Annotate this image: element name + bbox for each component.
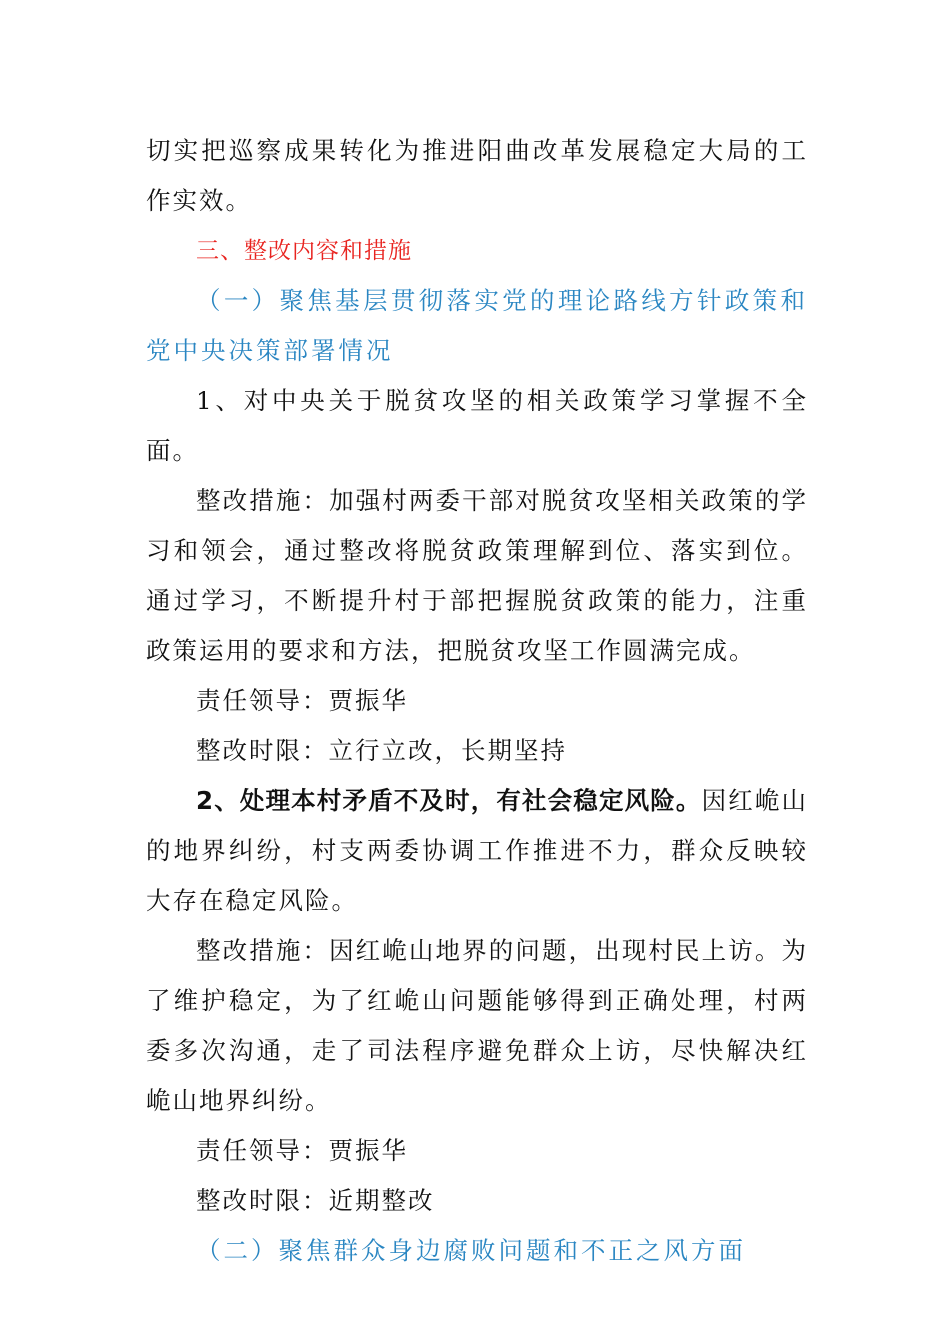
- paragraph-intro: 切实把巡察成果转化为推进阳曲改革发展稳定大局的工作实效。: [146, 136, 808, 215]
- subsection-heading-1: （一）聚焦基层贯彻落实党的理论路线方针政策和党中央决策部署情况: [146, 286, 808, 365]
- item-2-leader: 责任领导：贾振华: [196, 1136, 408, 1165]
- item-2-description: 因红峗山的地界纠纷，村支两委协调工作推进不力，群众反映较大存在稳定风险。: [146, 786, 809, 915]
- item-2-paragraph: [146, 776, 808, 926]
- item-2-deadline: 整改时限：近期整改: [196, 1186, 435, 1215]
- item-2-measure: 整改措施：因红峗山地界的问题，出现村民上访。为了维护稳定，为了红峗山问题能够得到正确处理，村两委多次沟通，走了司法程序避免群众上访，尽快解决红峗山地界纠纷。: [146, 936, 808, 1115]
- item-1-title: 1、对中央关于脱贫攻坚的相关政策学习掌握不全面。: [146, 386, 808, 465]
- document-body: [146, 126, 808, 1276]
- subsection-heading-2: （二）聚焦群众身边腐败问题和不正之风方面: [196, 1236, 746, 1265]
- item-2-title: 2、处理本村矛盾不及时，有社会稳定风险。: [196, 786, 702, 815]
- item-1-leader: 责任领导：贾振华: [196, 686, 408, 715]
- item-1-measure: 整改措施：加强村两委干部对脱贫攻坚相关政策的学习和领会，通过整改将脱贫政策理解到位、落实到位。通过学习，不断提升村于部把握脱贫政策的能力，注重政策运用的要求和方法，把脱贫攻坚工作圆满完成。: [146, 486, 808, 665]
- section-heading-3: 三、整改内容和措施: [196, 238, 412, 264]
- item-1-deadline: 整改时限：立行立改，长期坚持: [196, 736, 567, 765]
